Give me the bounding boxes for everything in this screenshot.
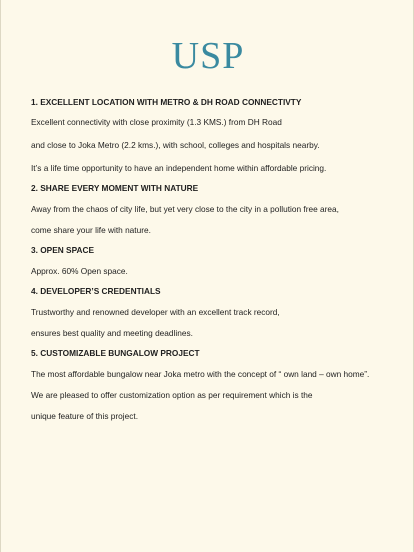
section-text: The most affordable bungalow near Joka metro with the concept of “ own land – own home”.	[31, 369, 370, 379]
section-text: unique feature of this project.	[31, 411, 139, 421]
section-heading: 3. OPEN SPACE	[31, 245, 95, 255]
section-heading: 5. CUSTOMIZABLE BUNGALOW PROJECT	[31, 348, 200, 358]
usp-section-1	[31, 97, 401, 174]
usp-section-3	[31, 245, 401, 277]
usp-section-5	[31, 348, 401, 422]
section-text: Approx. 60% Open space.	[31, 266, 128, 276]
section-text: Excellent connectivity with close proximity (1.3 KMS.) from DH Road	[31, 117, 282, 127]
section-heading: 4. DEVELOPER’S CREDENTIALS	[31, 286, 161, 296]
section-text: ensures best quality and meeting deadlines.	[31, 328, 193, 338]
section-text: and close to Joka Metro (2.2 kms.), with school, colleges and hospitals nearby.	[31, 140, 320, 150]
section-heading: 2. SHARE EVERY MOMENT WITH NATURE	[31, 183, 199, 193]
section-text: It’s a life time opportunity to have an independent home within affordable pricing.	[31, 163, 327, 173]
section-text: We are pleased to offer customization option as per requirement which is the	[31, 390, 313, 400]
section-text: Away from the chaos of city life, but yet very close to the city in a pollution free area,	[31, 204, 339, 214]
section-text: Trustworthy and renowned developer with an excellent track record,	[31, 307, 280, 317]
usp-section-4	[31, 286, 401, 339]
section-text: come share your life with nature.	[31, 225, 151, 235]
usp-section-2	[31, 183, 401, 236]
section-heading: 1. EXCELLENT LOCATION WITH METRO & DH ROAD CONNECTIVTY	[31, 97, 302, 107]
usp-list	[31, 97, 401, 422]
page-title: USP	[171, 35, 245, 77]
